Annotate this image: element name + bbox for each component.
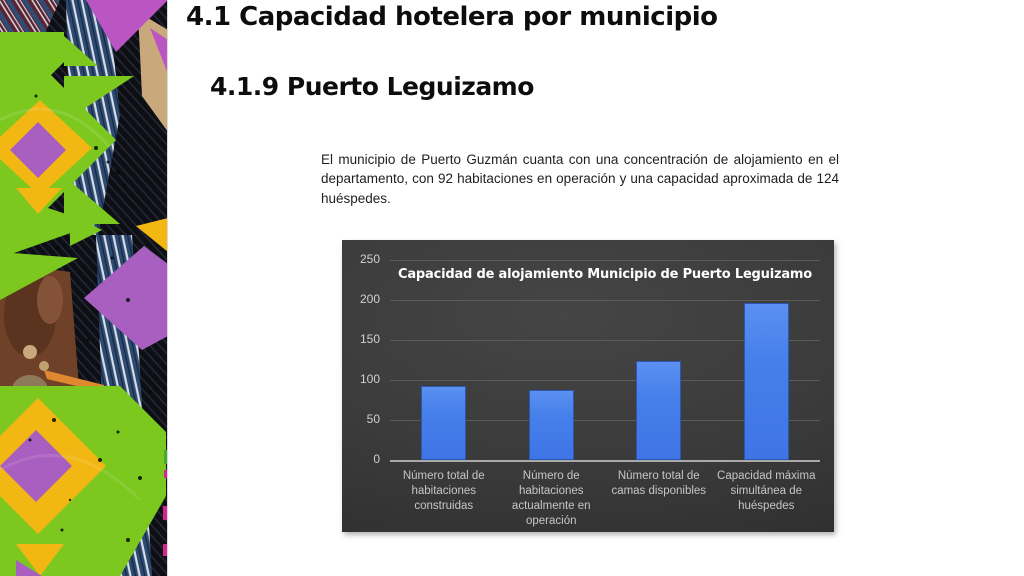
y-tick-label: 250 bbox=[359, 252, 380, 266]
subsection-title: 4.1.9 Puerto Leguizamo bbox=[210, 72, 534, 101]
x-category-label: Capacidad máxima simultánea de huéspedes bbox=[717, 470, 816, 512]
body-paragraph: El municipio de Puerto Guzmán cuanta con una concentración de alojamiento en el departamento, con 92 habitaciones en operación y una capacidad aproximada de 124 huéspedes. bbox=[321, 151, 839, 206]
bar bbox=[744, 303, 789, 460]
x-category-label: Número de habitaciones actualmente en operación bbox=[511, 470, 591, 527]
bar bbox=[421, 386, 466, 460]
decorative-sidebar bbox=[0, 0, 168, 576]
x-category-label: Número total de camas disponibles bbox=[611, 470, 707, 497]
chart-plot-area bbox=[342, 240, 834, 532]
y-tick-label: 150 bbox=[359, 332, 380, 346]
y-tick-label: 0 bbox=[373, 452, 380, 466]
y-tick-label: 100 bbox=[359, 372, 380, 386]
x-axis-line bbox=[390, 460, 820, 462]
chart-title: Capacidad de alojamiento Municipio de Puerto Leguizamo bbox=[398, 267, 812, 282]
gridline bbox=[390, 300, 820, 301]
bar-chart bbox=[342, 240, 834, 532]
sidebar-ethnic-pattern-graphic bbox=[0, 0, 168, 576]
bar bbox=[636, 361, 681, 460]
y-tick-label: 200 bbox=[359, 292, 380, 306]
bar bbox=[529, 390, 574, 460]
gridline bbox=[390, 260, 820, 261]
y-tick-label: 50 bbox=[366, 412, 380, 426]
section-title: 4.1 Capacidad hotelera por municipio bbox=[186, 2, 718, 32]
x-category-label: Número total de habitaciones construidas bbox=[402, 470, 485, 512]
